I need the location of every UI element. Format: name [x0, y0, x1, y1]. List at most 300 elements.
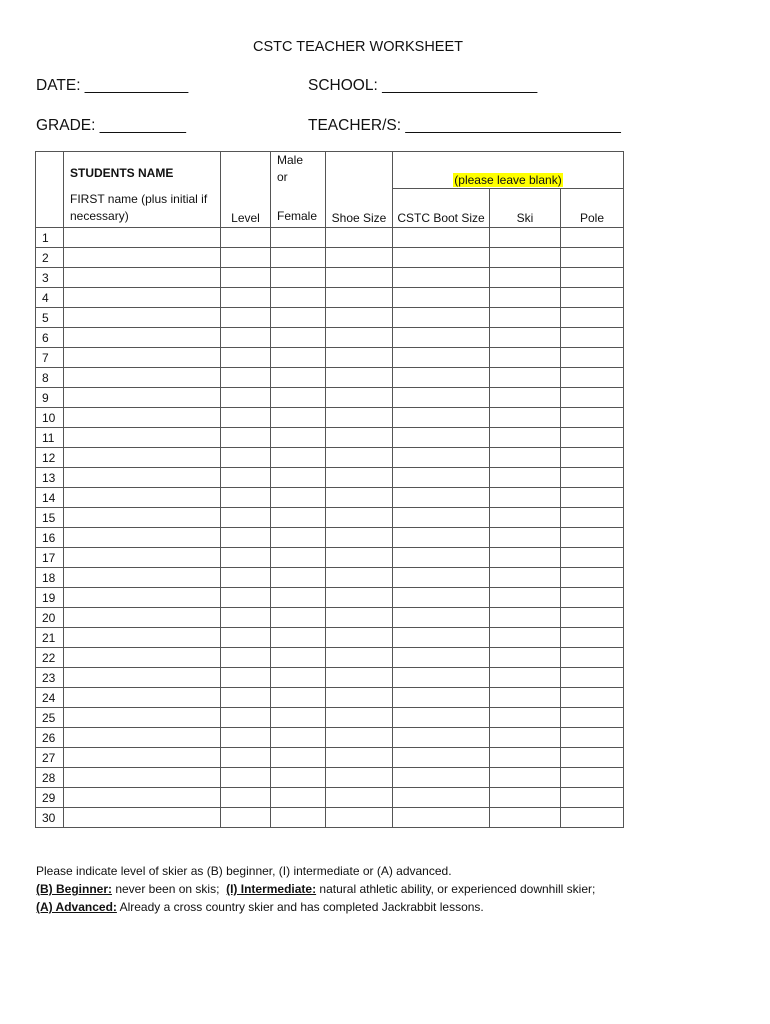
row-number: 11 — [36, 428, 64, 448]
ski-cell[interactable] — [490, 808, 561, 828]
school-field[interactable]: SCHOOL: __________________ — [308, 77, 538, 94]
ski-header: Ski — [490, 189, 561, 228]
pole-cell[interactable] — [561, 748, 624, 768]
gender-cell[interactable] — [271, 788, 326, 808]
ski-cell[interactable] — [490, 608, 561, 628]
level-cell[interactable] — [221, 328, 271, 348]
gender-cell[interactable] — [271, 588, 326, 608]
row-number: 22 — [36, 648, 64, 668]
gender-cell[interactable] — [271, 468, 326, 488]
student-name-cell[interactable] — [64, 408, 221, 428]
shoe-size-cell[interactable] — [326, 748, 393, 768]
boot-size-cell[interactable] — [393, 448, 490, 468]
level-cell[interactable] — [221, 608, 271, 628]
pole-cell[interactable] — [561, 568, 624, 588]
boot-size-cell[interactable] — [393, 248, 490, 268]
table-row — [36, 648, 624, 668]
level-cell[interactable] — [221, 348, 271, 368]
students-name-header — [64, 152, 221, 228]
shoe-size-cell[interactable] — [326, 488, 393, 508]
row-number: 13 — [36, 468, 64, 488]
boot-size-cell[interactable] — [393, 508, 490, 528]
boot-size-cell[interactable] — [393, 648, 490, 668]
shoe-size-cell[interactable] — [326, 428, 393, 448]
level-cell[interactable] — [221, 568, 271, 588]
student-name-cell[interactable] — [64, 448, 221, 468]
table-row — [36, 468, 624, 488]
table-row — [36, 608, 624, 628]
gender-cell[interactable] — [271, 768, 326, 788]
students-name-sublabel: FIRST name (plus initial if necessary) — [70, 192, 208, 223]
boot-size-cell[interactable] — [393, 688, 490, 708]
gender-cell[interactable] — [271, 368, 326, 388]
ski-cell[interactable] — [490, 388, 561, 408]
level-cell[interactable] — [221, 728, 271, 748]
student-name-cell[interactable] — [64, 728, 221, 748]
row-number: 28 — [36, 768, 64, 788]
row-number: 14 — [36, 488, 64, 508]
shoe-size-cell[interactable] — [326, 348, 393, 368]
boot-size-cell[interactable] — [393, 708, 490, 728]
shoe-size-cell[interactable] — [326, 288, 393, 308]
student-name-cell[interactable] — [64, 428, 221, 448]
student-name-cell[interactable] — [64, 768, 221, 788]
row-number: 20 — [36, 608, 64, 628]
level-cell[interactable] — [221, 688, 271, 708]
shoe-size-cell[interactable] — [326, 328, 393, 348]
pole-cell[interactable] — [561, 288, 624, 308]
student-name-cell[interactable] — [64, 388, 221, 408]
gender-cell[interactable] — [271, 308, 326, 328]
row-number: 25 — [36, 708, 64, 728]
shoe-size-cell[interactable] — [326, 648, 393, 668]
shoe-size-cell[interactable] — [326, 768, 393, 788]
gender-cell[interactable] — [271, 428, 326, 448]
pole-cell[interactable] — [561, 588, 624, 608]
level-cell[interactable] — [221, 628, 271, 648]
pole-cell[interactable] — [561, 768, 624, 788]
student-name-cell[interactable] — [64, 528, 221, 548]
shoe-size-cell[interactable] — [326, 608, 393, 628]
student-name-cell[interactable] — [64, 628, 221, 648]
pole-cell[interactable] — [561, 468, 624, 488]
pole-cell[interactable] — [561, 528, 624, 548]
teacher-field[interactable]: TEACHER/S: _________________________ — [308, 117, 621, 134]
shoe-size-cell[interactable] — [326, 408, 393, 428]
row-number: 29 — [36, 788, 64, 808]
table-row — [36, 328, 624, 348]
shoe-size-cell[interactable] — [326, 588, 393, 608]
ski-cell[interactable] — [490, 788, 561, 808]
student-name-cell[interactable] — [64, 468, 221, 488]
level-cell[interactable] — [221, 528, 271, 548]
level-cell[interactable] — [221, 308, 271, 328]
gender-cell[interactable] — [271, 728, 326, 748]
boot-size-cell[interactable] — [393, 548, 490, 568]
boot-size-cell[interactable] — [393, 528, 490, 548]
row-number: 17 — [36, 548, 64, 568]
ski-cell[interactable] — [490, 468, 561, 488]
shoe-size-cell[interactable] — [326, 728, 393, 748]
intermediate-label: (I) Intermediate: — [226, 882, 317, 896]
boot-size-cell[interactable] — [393, 628, 490, 648]
ski-cell[interactable] — [490, 448, 561, 468]
boot-size-cell[interactable] — [393, 488, 490, 508]
pole-cell[interactable] — [561, 548, 624, 568]
row-number: 26 — [36, 728, 64, 748]
pole-cell[interactable] — [561, 808, 624, 828]
table-row — [36, 628, 624, 648]
row-number: 1 — [36, 228, 64, 248]
boot-size-cell[interactable] — [393, 608, 490, 628]
shoe-size-cell[interactable] — [326, 388, 393, 408]
ski-cell[interactable] — [490, 588, 561, 608]
boot-size-cell[interactable] — [393, 728, 490, 748]
row-number: 7 — [36, 348, 64, 368]
ski-cell[interactable] — [490, 528, 561, 548]
pole-cell[interactable] — [561, 628, 624, 648]
level-cell[interactable] — [221, 408, 271, 428]
table-row — [36, 548, 624, 568]
gender-cell[interactable] — [271, 448, 326, 468]
level-cell[interactable] — [221, 228, 271, 248]
row-number: 10 — [36, 408, 64, 428]
level-cell[interactable] — [221, 768, 271, 788]
pole-cell[interactable] — [561, 708, 624, 728]
shoe-size-cell[interactable] — [326, 548, 393, 568]
shoe-size-cell[interactable] — [326, 508, 393, 528]
level-header: Level — [221, 152, 271, 228]
advanced-label: (A) Advanced: — [36, 900, 117, 914]
shoe-size-cell[interactable] — [326, 628, 393, 648]
gender-cell[interactable] — [271, 748, 326, 768]
student-name-cell[interactable] — [64, 568, 221, 588]
gender-cell[interactable] — [271, 268, 326, 288]
male-label: Male — [277, 153, 304, 167]
pole-cell[interactable] — [561, 368, 624, 388]
row-number: 15 — [36, 508, 64, 528]
shoe-size-header: Shoe Size — [326, 152, 393, 228]
gender-cell[interactable] — [271, 328, 326, 348]
boot-size-cell[interactable] — [393, 308, 490, 328]
ski-cell[interactable] — [490, 688, 561, 708]
row-number: 12 — [36, 448, 64, 468]
level-cell[interactable] — [221, 248, 271, 268]
pole-cell[interactable] — [561, 508, 624, 528]
boot-size-cell[interactable] — [393, 388, 490, 408]
gender-cell[interactable] — [271, 508, 326, 528]
gender-cell[interactable] — [271, 408, 326, 428]
notes-line-1: Please indicate level of skier as (B) beginner, (I) intermediate or (A) advanced. — [36, 864, 452, 878]
pole-cell[interactable] — [561, 788, 624, 808]
student-name-cell[interactable] — [64, 588, 221, 608]
table-row — [36, 228, 624, 248]
row-number: 2 — [36, 248, 64, 268]
row-number: 3 — [36, 268, 64, 288]
table-row — [36, 408, 624, 428]
pole-cell[interactable] — [561, 668, 624, 688]
row-number: 30 — [36, 808, 64, 828]
pole-cell[interactable] — [561, 228, 624, 248]
level-cell[interactable] — [221, 428, 271, 448]
level-cell[interactable] — [221, 388, 271, 408]
beginner-text: never been on skis; — [112, 882, 227, 896]
gender-cell[interactable] — [271, 228, 326, 248]
row-number: 19 — [36, 588, 64, 608]
row-number: 27 — [36, 748, 64, 768]
ski-cell[interactable] — [490, 728, 561, 748]
grade-field[interactable]: GRADE: __________ — [36, 117, 186, 134]
gender-cell[interactable] — [271, 288, 326, 308]
ski-cell[interactable] — [490, 748, 561, 768]
student-name-cell[interactable] — [64, 688, 221, 708]
shoe-size-cell[interactable] — [326, 448, 393, 468]
table-row — [36, 308, 624, 328]
boot-size-cell[interactable] — [393, 788, 490, 808]
gender-cell[interactable] — [271, 348, 326, 368]
level-cell[interactable] — [221, 588, 271, 608]
student-name-cell[interactable] — [64, 668, 221, 688]
notes-line-3 — [36, 898, 595, 916]
row-number: 21 — [36, 628, 64, 648]
ski-cell[interactable] — [490, 408, 561, 428]
table-row — [36, 428, 624, 448]
ski-cell[interactable] — [490, 488, 561, 508]
student-name-cell[interactable] — [64, 348, 221, 368]
shoe-size-cell[interactable] — [326, 668, 393, 688]
boot-size-cell[interactable] — [393, 348, 490, 368]
level-cell[interactable] — [221, 788, 271, 808]
pole-header: Pole — [561, 189, 624, 228]
students-name-label: STUDENTS NAME — [70, 166, 174, 180]
gender-cell[interactable] — [271, 608, 326, 628]
gender-cell[interactable] — [271, 548, 326, 568]
beginner-label: (B) Beginner: — [36, 882, 112, 896]
level-cell[interactable] — [221, 468, 271, 488]
ski-cell[interactable] — [490, 248, 561, 268]
ski-cell[interactable] — [490, 648, 561, 668]
shoe-size-cell[interactable] — [326, 468, 393, 488]
pole-cell[interactable] — [561, 328, 624, 348]
boot-size-cell[interactable] — [393, 468, 490, 488]
pole-cell[interactable] — [561, 248, 624, 268]
shoe-size-cell[interactable] — [326, 528, 393, 548]
table-row — [36, 568, 624, 588]
table-row — [36, 808, 624, 828]
boot-size-cell[interactable] — [393, 228, 490, 248]
ski-cell[interactable] — [490, 328, 561, 348]
student-name-cell[interactable] — [64, 308, 221, 328]
table-row — [36, 788, 624, 808]
student-name-cell[interactable] — [64, 508, 221, 528]
student-name-cell[interactable] — [64, 788, 221, 808]
row-number: 18 — [36, 568, 64, 588]
notes-line-2 — [36, 880, 595, 898]
row-number: 24 — [36, 688, 64, 708]
gender-cell[interactable] — [271, 248, 326, 268]
gender-cell[interactable] — [271, 388, 326, 408]
pole-cell[interactable] — [561, 308, 624, 328]
shoe-size-cell[interactable] — [326, 808, 393, 828]
table-row — [36, 368, 624, 388]
boot-size-cell[interactable] — [393, 748, 490, 768]
level-cell[interactable] — [221, 488, 271, 508]
boot-size-header: CSTC Boot Size — [393, 189, 490, 228]
level-notes — [36, 862, 595, 916]
gender-cell[interactable] — [271, 568, 326, 588]
boot-size-cell[interactable] — [393, 588, 490, 608]
table-row — [36, 348, 624, 368]
ski-cell[interactable] — [490, 628, 561, 648]
ski-cell[interactable] — [490, 508, 561, 528]
table-row — [36, 508, 624, 528]
boot-size-cell[interactable] — [393, 408, 490, 428]
ski-cell[interactable] — [490, 568, 561, 588]
student-name-cell[interactable] — [64, 808, 221, 828]
pole-cell[interactable] — [561, 448, 624, 468]
leave-blank-label: (please leave blank) — [454, 173, 562, 188]
shoe-size-cell[interactable] — [326, 708, 393, 728]
boot-size-cell[interactable] — [393, 328, 490, 348]
student-name-cell[interactable] — [64, 288, 221, 308]
ski-cell[interactable] — [490, 268, 561, 288]
table-row — [36, 268, 624, 288]
table-row — [36, 768, 624, 788]
level-cell[interactable] — [221, 648, 271, 668]
or-label: or — [277, 170, 288, 184]
student-name-cell[interactable] — [64, 548, 221, 568]
ski-cell[interactable] — [490, 428, 561, 448]
level-cell[interactable] — [221, 448, 271, 468]
level-cell[interactable] — [221, 368, 271, 388]
row-number: 16 — [36, 528, 64, 548]
student-name-cell[interactable] — [64, 648, 221, 668]
shoe-size-cell[interactable] — [326, 228, 393, 248]
ski-cell[interactable] — [490, 288, 561, 308]
level-cell[interactable] — [221, 668, 271, 688]
boot-size-cell[interactable] — [393, 368, 490, 388]
ski-cell[interactable] — [490, 668, 561, 688]
date-field[interactable]: DATE: ____________ — [36, 77, 189, 94]
ski-cell[interactable] — [490, 228, 561, 248]
intermediate-text: natural athletic ability, or experienced downhill skier; — [316, 882, 596, 896]
table-row — [36, 248, 624, 268]
gender-cell[interactable] — [271, 668, 326, 688]
row-number-header — [36, 152, 64, 228]
table-row — [36, 288, 624, 308]
boot-size-cell[interactable] — [393, 568, 490, 588]
ski-cell[interactable] — [490, 368, 561, 388]
pole-cell[interactable] — [561, 648, 624, 668]
pole-cell[interactable] — [561, 488, 624, 508]
leave-blank-header — [393, 152, 624, 189]
row-number: 6 — [36, 328, 64, 348]
row-number: 8 — [36, 368, 64, 388]
ski-cell[interactable] — [490, 768, 561, 788]
pole-cell[interactable] — [561, 388, 624, 408]
table-row — [36, 388, 624, 408]
level-cell[interactable] — [221, 288, 271, 308]
pole-cell[interactable] — [561, 728, 624, 748]
level-cell[interactable] — [221, 548, 271, 568]
shoe-size-cell[interactable] — [326, 788, 393, 808]
ski-cell[interactable] — [490, 308, 561, 328]
shoe-size-cell[interactable] — [326, 268, 393, 288]
gender-header — [271, 152, 326, 228]
gender-cell[interactable] — [271, 688, 326, 708]
level-cell[interactable] — [221, 508, 271, 528]
ski-cell[interactable] — [490, 348, 561, 368]
table-row — [36, 588, 624, 608]
gender-cell[interactable] — [271, 708, 326, 728]
student-name-cell[interactable] — [64, 328, 221, 348]
level-cell[interactable] — [221, 808, 271, 828]
pole-cell[interactable] — [561, 608, 624, 628]
page-title: CSTC TEACHER WORKSHEET — [252, 39, 463, 55]
row-number: 4 — [36, 288, 64, 308]
boot-size-cell[interactable] — [393, 668, 490, 688]
table-row — [36, 708, 624, 728]
female-label: Female — [277, 209, 318, 223]
pole-cell[interactable] — [561, 428, 624, 448]
boot-size-cell[interactable] — [393, 808, 490, 828]
ski-cell[interactable] — [490, 708, 561, 728]
boot-size-cell[interactable] — [393, 428, 490, 448]
worksheet-table — [35, 151, 624, 828]
shoe-size-cell[interactable] — [326, 308, 393, 328]
student-name-cell[interactable] — [64, 268, 221, 288]
level-cell[interactable] — [221, 268, 271, 288]
gender-cell[interactable] — [271, 488, 326, 508]
gender-cell[interactable] — [271, 648, 326, 668]
shoe-size-cell[interactable] — [326, 688, 393, 708]
table-row — [36, 688, 624, 708]
level-cell[interactable] — [221, 708, 271, 728]
shoe-size-cell[interactable] — [326, 248, 393, 268]
gender-cell[interactable] — [271, 528, 326, 548]
gender-cell[interactable] — [271, 628, 326, 648]
row-number: 5 — [36, 308, 64, 328]
pole-cell[interactable] — [561, 268, 624, 288]
table-row — [36, 728, 624, 748]
table-row — [36, 528, 624, 548]
student-name-cell[interactable] — [64, 488, 221, 508]
student-name-cell[interactable] — [64, 368, 221, 388]
table-row — [36, 748, 624, 768]
pole-cell[interactable] — [561, 688, 624, 708]
table-row — [36, 488, 624, 508]
advanced-text: Already a cross country skier and has completed Jackrabbit lessons. — [116, 900, 484, 914]
shoe-size-cell[interactable] — [326, 568, 393, 588]
pole-cell[interactable] — [561, 408, 624, 428]
student-name-cell[interactable] — [64, 248, 221, 268]
student-name-cell[interactable] — [64, 228, 221, 248]
pole-cell[interactable] — [561, 348, 624, 368]
boot-size-cell[interactable] — [393, 288, 490, 308]
student-name-cell[interactable] — [64, 608, 221, 628]
student-name-cell[interactable] — [64, 748, 221, 768]
student-name-cell[interactable] — [64, 708, 221, 728]
gender-cell[interactable] — [271, 808, 326, 828]
table-row — [36, 668, 624, 688]
boot-size-cell[interactable] — [393, 768, 490, 788]
shoe-size-cell[interactable] — [326, 368, 393, 388]
boot-size-cell[interactable] — [393, 268, 490, 288]
level-cell[interactable] — [221, 748, 271, 768]
table-row — [36, 448, 624, 468]
ski-cell[interactable] — [490, 548, 561, 568]
row-number: 23 — [36, 668, 64, 688]
